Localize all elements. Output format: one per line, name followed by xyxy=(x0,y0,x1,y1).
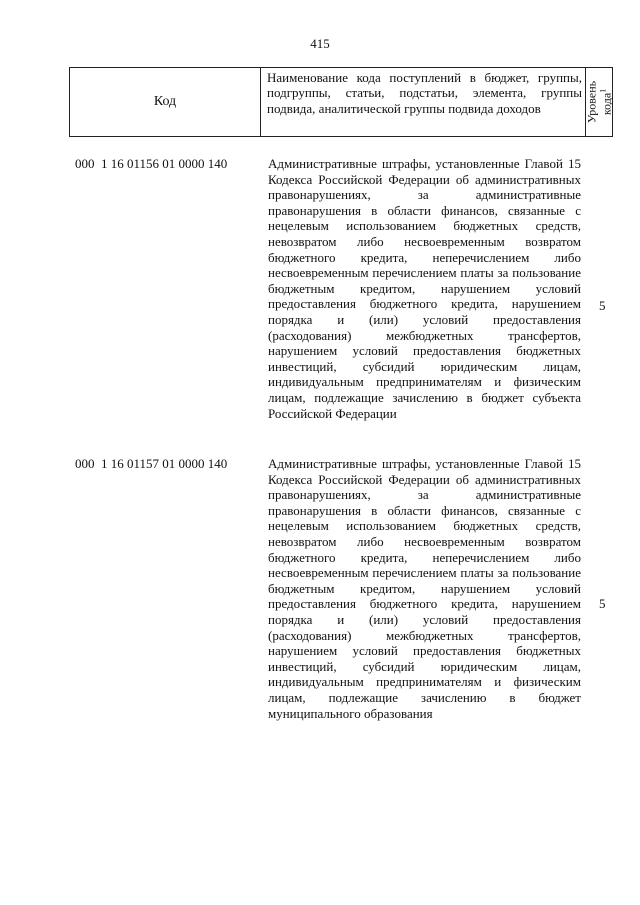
row-level-cell xyxy=(581,156,615,421)
header-level-cell xyxy=(586,68,612,136)
row-code: 000 1 16 01157 01 0000 140 xyxy=(75,456,228,471)
row-name: Административные штрафы, установленные Главой 15 Кодекса Российской Федерации об административных правонарушениях, за административные правонарушения в области финансов, связанные с нецелевым использованием бюджетных средств, невозвратом либо несвоевременным возвратом бюджетного кредита, неперечислением либо несвоевременным перечислением платы за пользование бюджетным кредитом, нарушением условий предоставления бюджетного кредита, нарушением порядка и (или) условий предоставления (расходования) межбюджетных трансфертов, нарушением условий предоставления бюджетных инвестиций, субсидий юридическим лицам, индивидуальным предпринимателям и физическим лицам, подлежащие зачислению в бюджет муниципального образования xyxy=(268,456,581,721)
page-number: 415 xyxy=(310,36,330,51)
header-name-label: Наименование кода поступлений в бюджет, группы, подгруппы, статьи, подстатьи, элемента, группы подвида, аналитической группы подвида доходов xyxy=(261,68,586,136)
header-level-footnote: 1 xyxy=(598,88,608,93)
header-level-line2-text: кода xyxy=(599,92,614,116)
table-header xyxy=(69,67,613,137)
header-level-label xyxy=(586,81,613,123)
header-level-line1: Уровень xyxy=(584,80,599,124)
row-level: 5 xyxy=(599,298,606,313)
table-row xyxy=(75,456,615,721)
header-level-line2 xyxy=(598,81,613,123)
header-code-label: Код xyxy=(70,68,261,136)
row-level: 5 xyxy=(599,596,606,611)
row-code: 000 1 16 01156 01 0000 140 xyxy=(75,156,228,171)
row-name: Административные штрафы, установленные Главой 15 Кодекса Российской Федерации об административных правонарушениях, за административные правонарушения в области финансов, связанные с нецелевым использованием бюджетных средств, невозвратом либо несвоевременным возвратом бюджетного кредита, неперечислением либо несвоевременным перечислением платы за пользование бюджетным кредитом, нарушением условий предоставления бюджетного кредита, нарушением порядка и (или) условий предоставления (расходования) межбюджетных трансфертов, нарушением условий предоставления бюджетных инвестиций, субсидий юридическим лицам, индивидуальным предпринимателям и физическим лицам, подлежащие зачислению в бюджет субъекта Российской Федерации xyxy=(268,156,581,421)
table-row xyxy=(75,156,615,421)
row-level-cell xyxy=(581,456,615,721)
